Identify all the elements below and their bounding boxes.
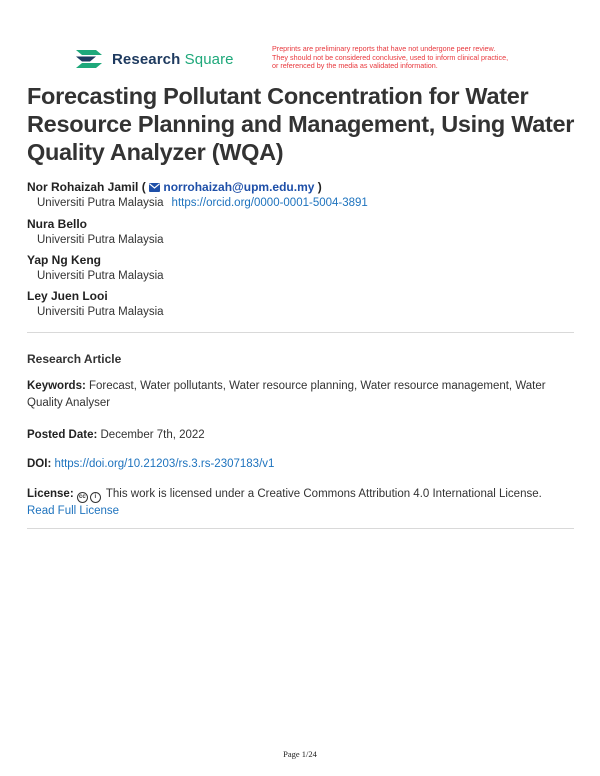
divider <box>27 332 574 333</box>
posted-date-label: Posted Date: <box>27 429 98 441</box>
title-line: Resource Planning and Management, Using Water <box>27 111 575 137</box>
logo-word-research: Research <box>112 50 181 68</box>
preprint-disclaimer <box>272 45 542 71</box>
license-label: License: <box>27 488 74 500</box>
author-email-link[interactable]: norrohaizah@upm.edu.my <box>163 180 315 194</box>
author-affiliation: Universiti Putra Malaysia <box>37 234 164 246</box>
author-affiliation: Universiti Putra Malaysia <box>37 270 164 282</box>
disclaimer-line: They should not be considered conclusive, used to inform clinical practice, <box>272 52 509 62</box>
posted-date <box>27 427 572 444</box>
keywords <box>27 378 572 412</box>
author-name: Nor Rohaizah Jamil ( norrohaizah@upm.edu.my ) <box>27 180 322 194</box>
doi <box>27 456 572 473</box>
author-name: Nura Bello <box>27 217 88 231</box>
author-name: Yap Ng Keng <box>27 253 102 267</box>
keywords-text: Forecast, Water pollutants, Water resource planning, Water resource management, Water Quality Analyser <box>27 380 546 409</box>
author-affiliation: Universiti Putra Malaysia <box>37 306 164 318</box>
author-name: Ley Juen Looi <box>27 289 108 303</box>
doi-link[interactable]: https://doi.org/10.21203/rs.3.rs-2307183/v1 <box>54 458 275 470</box>
by-icon: i <box>90 492 101 503</box>
doi-label: DOI: <box>27 458 52 470</box>
disclaimer-line: Preprints are preliminary reports that have not undergone peer review. <box>272 44 496 53</box>
logo-text <box>112 51 234 68</box>
article-type: Research Article <box>27 352 122 366</box>
divider <box>27 528 574 529</box>
author-affiliation <box>37 197 368 209</box>
affiliation-text: Universiti Putra Malaysia <box>37 197 164 209</box>
author-name-text: Nor Rohaizah Jamil <box>27 180 139 194</box>
research-square-logo-icon <box>74 48 104 70</box>
orcid-link[interactable]: https://orcid.org/0000-0001-5004-3891 <box>171 197 368 209</box>
license <box>27 486 572 520</box>
posted-date-value: December 7th, 2022 <box>100 429 205 441</box>
title-line: Quality Analyzer (WQA) <box>27 139 284 165</box>
logo-word-square: Square <box>184 50 234 68</box>
page-number: Page 1/24 <box>283 749 317 759</box>
keywords-label: Keywords: <box>27 380 86 392</box>
envelope-icon <box>149 183 160 192</box>
read-full-license-link[interactable]: Read Full License <box>27 505 120 517</box>
disclaimer-line: or referenced by the media as validated information. <box>272 61 438 71</box>
cc-icon: cc <box>77 492 88 503</box>
title-line: Forecasting Pollutant Concentration for Water <box>27 83 529 109</box>
license-text: This work is licensed under a Creative Commons Attribution 4.0 International License. <box>105 488 542 500</box>
paper-title <box>27 82 577 166</box>
research-square-logo[interactable] <box>74 48 234 70</box>
